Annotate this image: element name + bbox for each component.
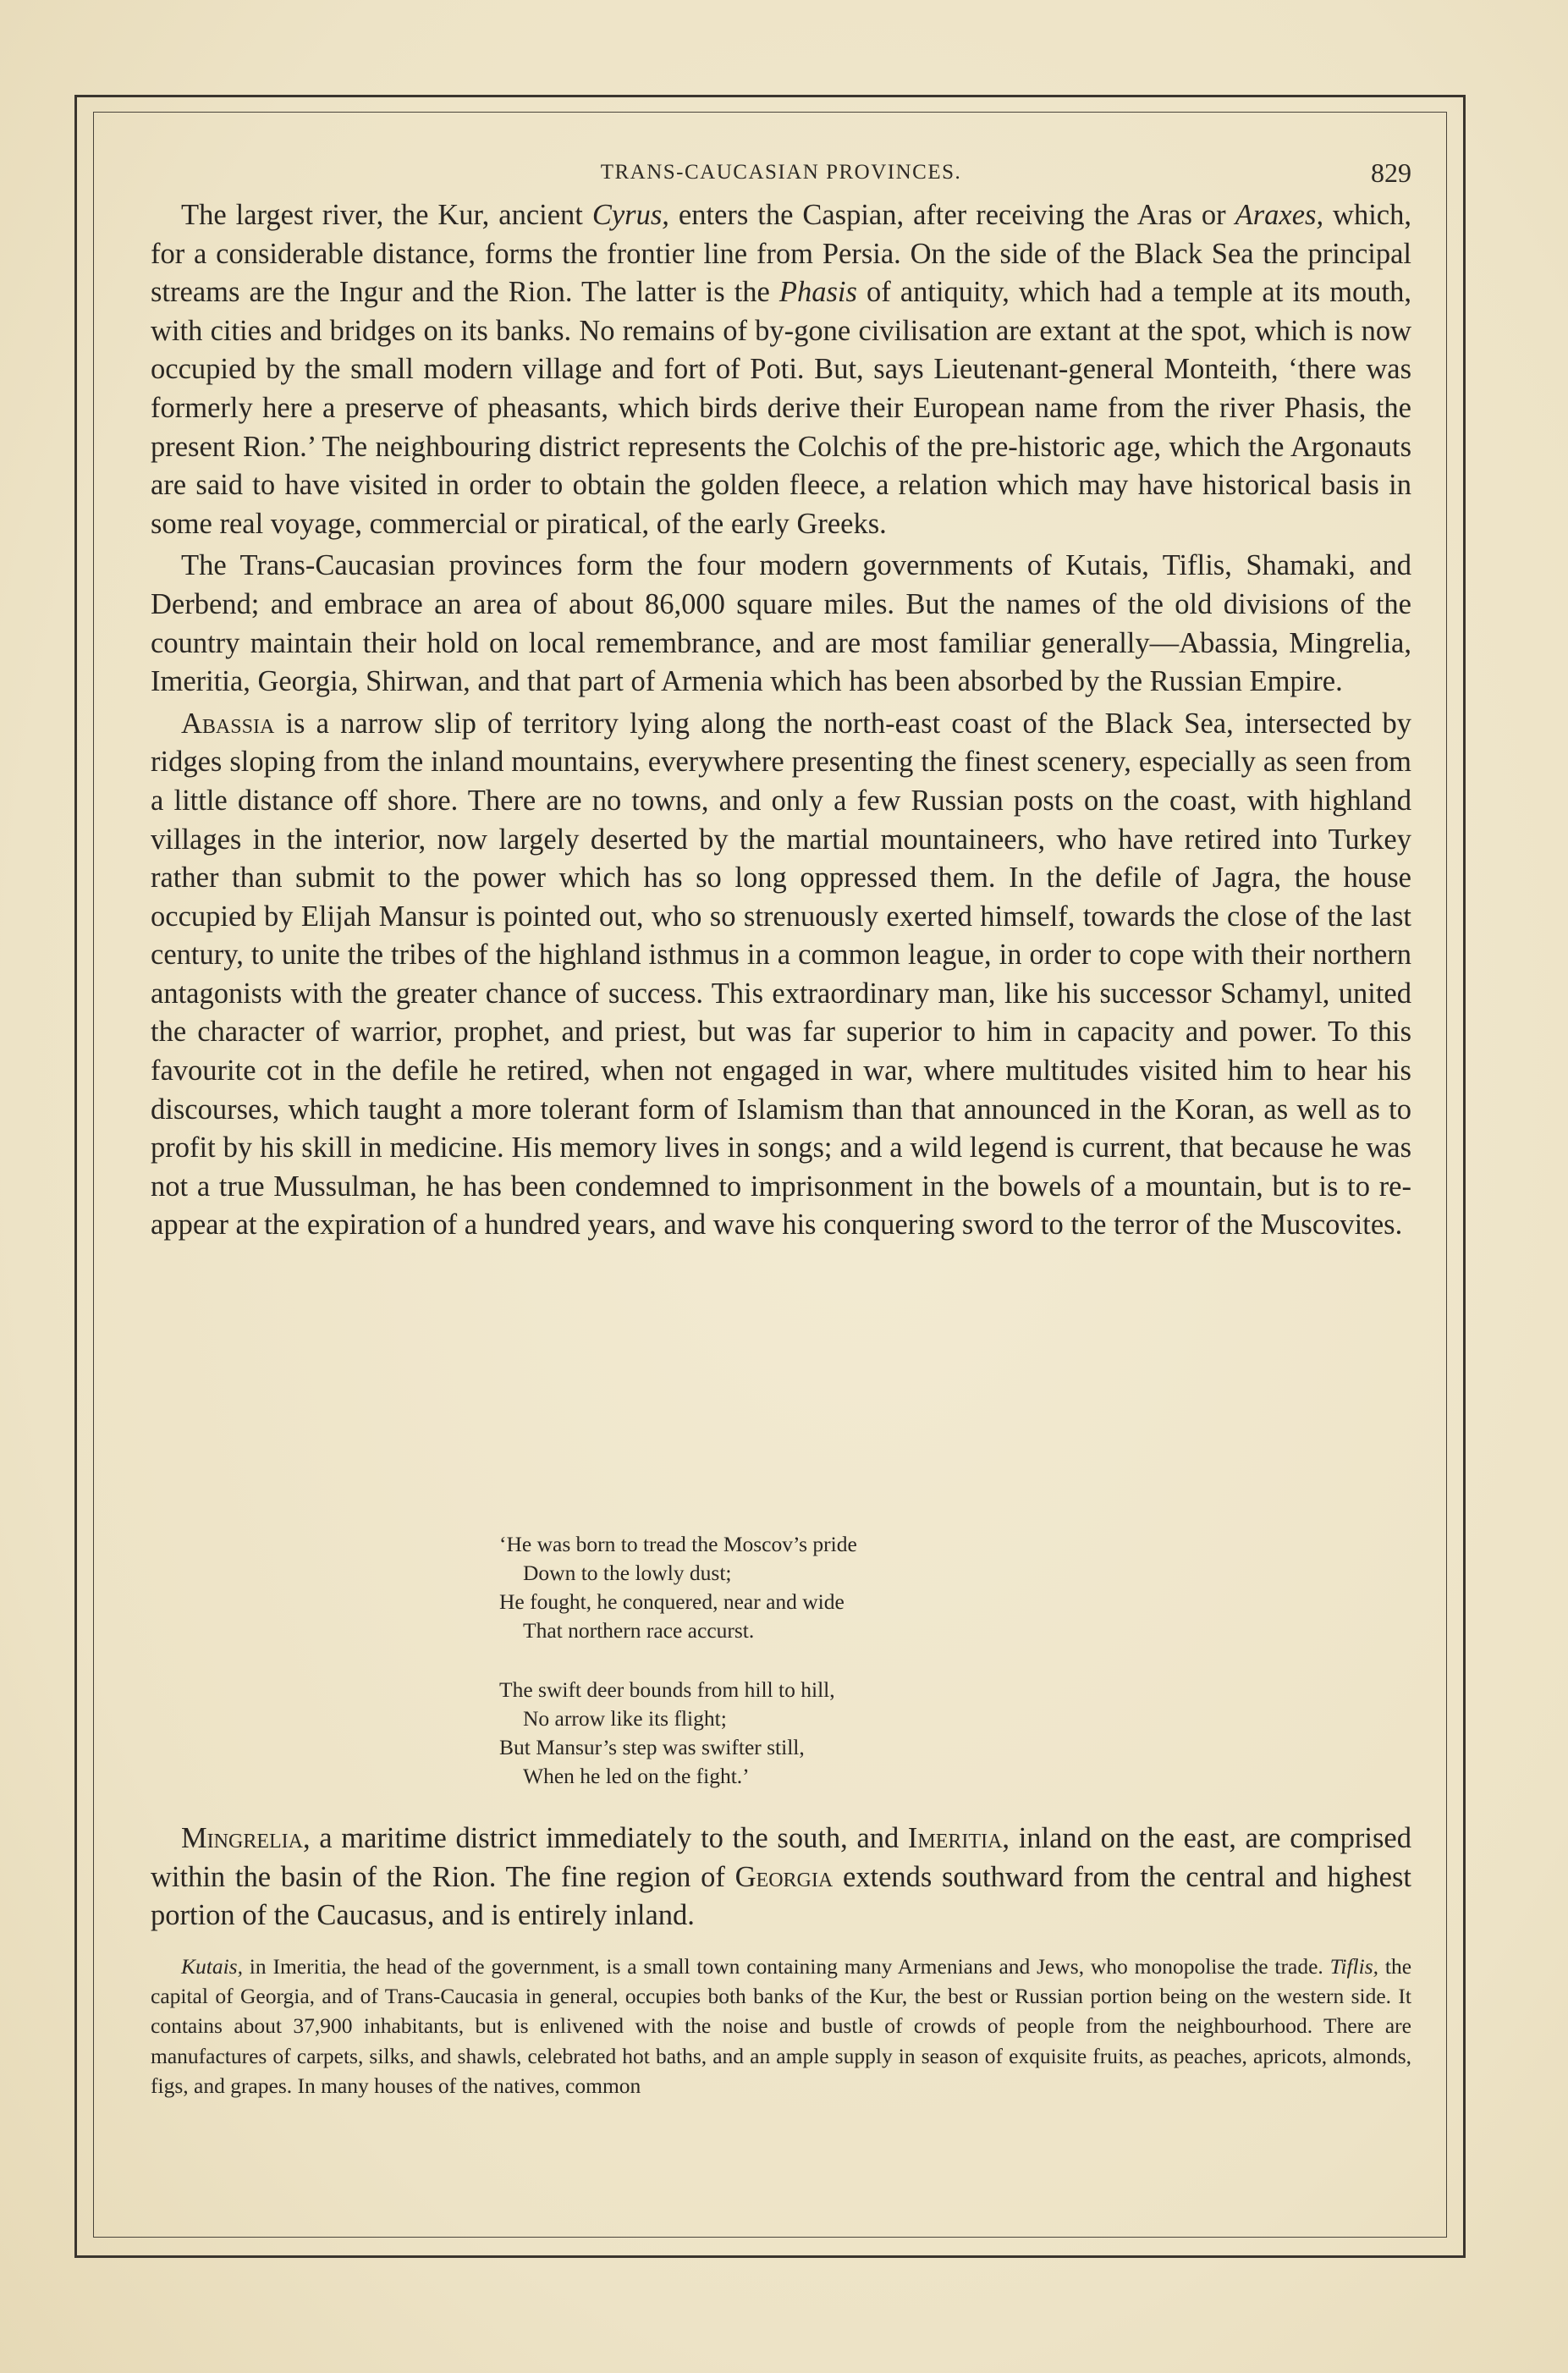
poem	[499, 1530, 1176, 1821]
main-text-continued	[151, 1820, 1411, 1935]
paragraph-provinces: The Trans-Caucasian provinces form the four modern governments of Kutais, Tiflis, Shamaki, and Derbend; and embrace an area of about 86,000 square miles. But the names of the old divisions of the country maintain their hold on local remembrance, and are most familiar generally—Abassia, Mingrelia, Imeritia, Georgia, Shirwan, and that part of Armenia which has been absorbed by the Russian Empire.	[151, 549, 1411, 698]
poem-line: The swift deer bounds from hill to hill,	[499, 1677, 835, 1702]
heading-georgia: Georgia	[734, 1860, 834, 1893]
poem-line: No arrow like its flight;	[523, 1706, 727, 1731]
poem-line: But Mansur’s step was swifter still,	[499, 1735, 805, 1759]
term-cyrus: Cyrus,	[591, 199, 669, 231]
poem-line: He fought, he conquered, near and wide	[499, 1589, 845, 1614]
main-text	[151, 196, 1411, 1248]
poem-stanza-1	[499, 1530, 1176, 1645]
poem-line: When he led on the fight.’	[523, 1764, 750, 1788]
term-phasis: Phasis	[778, 276, 857, 309]
paragraph-abassia: Abassia is a narrow slip of territory lying along the north-east coast of the Black Sea, intersected by ridges sloping from the inland mountains, everywhere presenting the finest scenery, especially as seen from a little distance off shore. There are no towns, and only a few Russian posts on the coast, with highland villages in the interior, now largely deserted by the martial mountaineers, who have retired into Turkey rather than submit to the power which has so long oppressed them. In the defile of Jagra, the house occupied by Elijah Mansur is pointed out, who so strenuously exerted himself, towards the close of the last century, to unite the tribes of the highland isthmus in a common league, in order to cope with their northern antagonists with the greater chance of success. This extraordinary man, like his successor Schamyl, united the character of warrior, prophet, and priest, but was far superior to him in capacity and power. To this favourite cot in the defile he retired, when not engaged in war, where multitudes visited him to hear his discourses, which taught a more tolerant form of Islamism than that announced in the Koran, as well as to profit by his skill in medicine. His memory lives in songs; and a wild legend is current, that because he was not a true Mussulman, he has been condemned to imprisonment in the bowels of a mountain, but is to re-appear at the expiration of a hundred years, and wave his conquering sword to the terror of the Muscovites.	[151, 707, 1411, 1242]
poem-line: Down to the lowly dust;	[523, 1561, 732, 1585]
paragraph-rivers: The largest river, the Kur, ancient Cyrus, enters the Caspian, after receiving the Aras or Araxes, which, for a considerable distance, forms the frontier line from Persia. On the side of the Black Sea the principal streams are the Ingur and the Rion. The latter is the Phasis of antiquity, which had a temple at its mouth, with cities and bridges on its banks. No remains of by-gone civilisation are extant at the spot, which is now occupied by the small modern village and fort of Poti. But, says Lieutenant-general Monteith, ‘there was formerly here a preserve of pheasants, which birds derive their European name from the river Phasis, the present Rion.’ The neighbouring district represents the Colchis of the pre-historic age, which the Argonauts are said to have visited in order to obtain the golden fleece, a relation which may have historical basis in some real voyage, commercial or piratical, of the early Greeks.	[151, 199, 1411, 540]
small-print-note: Kutais, in Imeritia, the head of the government, is a small town containing many Armenians and Jews, who monopolise the trade. Tiflis, the capital of Georgia, and of Trans-Caucasia in general, occupies both banks of the Kur, the best or Russian portion being on the western side. It contains about 37,900 inhabitants, but is enlivened with the noise and bustle of crowds of people from the neighbourhood. There are manufactures of carpets, silks, and shawls, celebrated hot baths, and an ample supply in season of exquisite fruits, as peaches, apricots, almonds, figs, and grapes. In many houses of the natives, common	[151, 1954, 1412, 2098]
poem-stanza-2	[499, 1676, 1176, 1791]
term-araxes: Araxes,	[1235, 199, 1324, 231]
heading-abassia: Abassia	[181, 707, 275, 740]
page-header	[151, 152, 1411, 195]
term-tiflis: Tiflis,	[1329, 1954, 1379, 1979]
heading-imeritia: Imeritia	[907, 1822, 1003, 1854]
heading-mingrelia: Mingrelia	[181, 1822, 303, 1854]
page-number: 829	[1371, 157, 1411, 188]
running-title: TRANS-CAUCASIAN PROVINCES.	[600, 161, 962, 184]
term-kutais: Kutais,	[181, 1954, 243, 1979]
poem-line: That northern race accurst.	[523, 1618, 755, 1643]
poem-line: ‘He was born to tread the Moscov’s pride	[499, 1532, 857, 1556]
paragraph-mingrelia: Mingrelia, a maritime district immediately to the south, and Imeritia, inland on the east, are comprised within the basin of the Rion. The fine region of Georgia extends southward from the central and highest portion of the Caucasus, and is entirely inland.	[151, 1822, 1411, 1932]
